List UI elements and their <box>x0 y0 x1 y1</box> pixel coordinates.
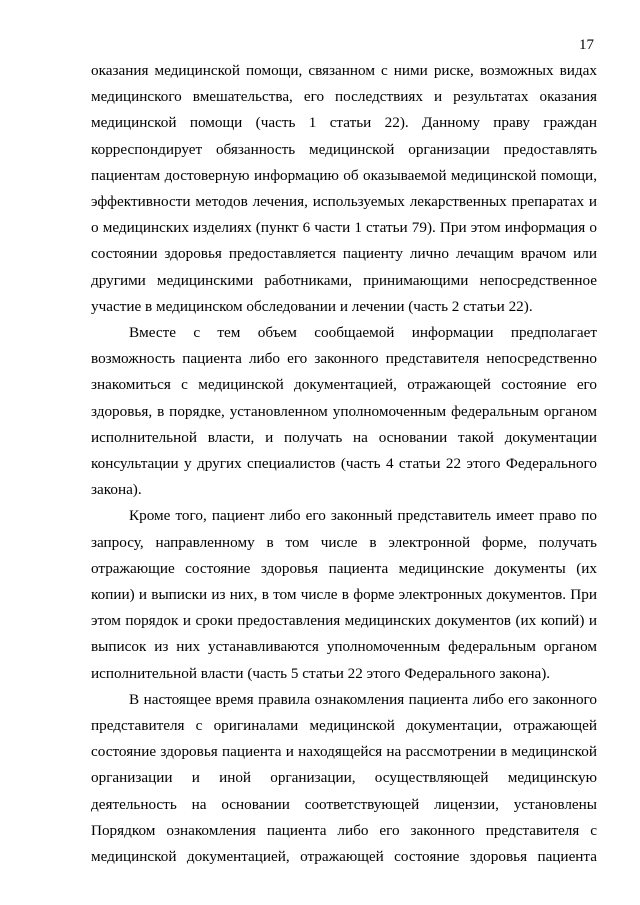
text-line: исполнительной власти (часть 5 статьи 22 этого Федерального закона). <box>91 664 551 682</box>
text-line: состоянии здоровья предоставляется пациенту лично лечащим врачом или <box>91 245 597 263</box>
text-line: В настоящее время правила ознакомления пациента либо его законного <box>129 690 597 708</box>
text-line: участие в медицинском обследовании и лечении (часть 2 статьи 22). <box>91 297 533 315</box>
text-line: этом порядок и сроки предоставления медицинских документов (их копий) и <box>91 612 597 630</box>
text-line: деятельность на основании соответствующей лицензии, установлены <box>91 795 597 813</box>
text-line: корреспондирует обязанность медицинской организации предоставлять <box>91 140 597 158</box>
text-line: Кроме того, пациент либо его законный представитель имеет право по <box>129 507 597 525</box>
text-line: медицинской документацией, отражающей состояние здоровья пациента <box>91 848 597 866</box>
text-line: копии) и выписки из них, в том числе в форме электронных документов. При <box>91 586 597 604</box>
page-number: 17 <box>579 37 594 53</box>
text-line: закона). <box>91 481 142 499</box>
text-line: медицинской помощи (часть 1 статьи 22). Данному праву граждан <box>91 114 597 132</box>
text-line: оказания медицинской помощи, связанном с ними риске, возможных видах <box>91 62 597 79</box>
text-line: Порядком ознакомления пациента либо его законного представителя с <box>91 821 597 839</box>
text-line: запросу, направленному в том числе в электронной форме, получать <box>91 533 597 551</box>
text-line: организации и иной организации, осуществляющей медицинскую <box>91 769 597 787</box>
text-line: Вместе с тем объем сообщаемой информации предполагает <box>129 324 597 342</box>
text-line: исполнительной власти, и получать на основании такой документации <box>91 428 597 446</box>
body-text <box>91 58 597 870</box>
text-line: возможность пациента либо его законного представителя непосредственно <box>91 350 597 368</box>
text-line: здоровья, в порядке, установленном уполномоченным федеральным органом <box>91 402 597 420</box>
text-line: медицинского вмешательства, его последствиях и результатах оказания <box>91 88 597 106</box>
text-line: другими медицинскими работниками, принимающими непосредственное <box>91 271 597 289</box>
text-line: о медицинских изделиях (пункт 6 части 1 статьи 79). При этом информация о <box>91 219 597 237</box>
text-line: эффективности методов лечения, используемых лекарственных препаратах и <box>91 193 597 211</box>
text-line: состояние здоровья пациента и находящейся на рассмотрении в медицинской <box>91 743 597 761</box>
text-line: пациентам достоверную информацию об оказываемой медицинской помощи, <box>91 166 597 184</box>
text-line: отражающие состояние здоровья пациента медицинские документы (их <box>91 559 597 577</box>
text-line: консультации у других специалистов (часть 4 статьи 22 этого Федерального <box>91 455 597 473</box>
text-line: представителя с оригиналами медицинской документации, отражающей <box>91 717 597 735</box>
text-line: знакомиться с медицинской документацией, отражающей состояние его <box>91 376 597 394</box>
text-line: выписок из них устанавливаются уполномоченным федеральным органом <box>91 638 597 656</box>
